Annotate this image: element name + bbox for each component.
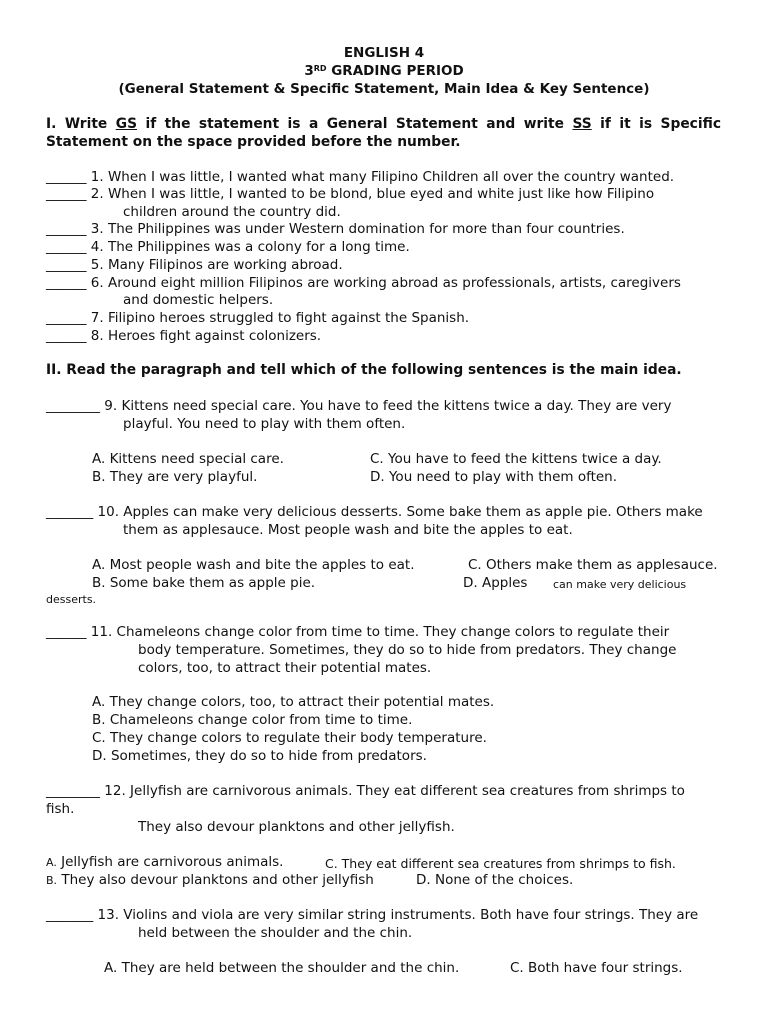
question-12-cont: They also devour planktons and other jellyfish. — [138, 819, 455, 835]
list-item: ______ 7. Filipino heroes struggled to fight against the Spanish. — [46, 310, 470, 326]
part1-instruction-line2: Statement on the space provided before the number. — [46, 134, 461, 150]
part1-instruction: I. Write GS if the statement is a General Statement and write SS if it is Specific — [46, 116, 721, 132]
q9-choice-c: C. You have to feed the kittens twice a day. — [370, 451, 662, 467]
list-item: ______ 3. The Philippines was under Western domination for more than four countries. — [46, 221, 625, 237]
question-9-cont: playful. You need to play with them often. — [123, 416, 406, 432]
q10-choice-d: D. Apples — [463, 575, 528, 591]
grading-period: 3RD GRADING PERIOD — [304, 63, 464, 79]
q12-choice-b: B. They also devour planktons and other jellyfish — [46, 872, 374, 888]
q10-choice-d-rest: can make very delicious — [553, 578, 687, 591]
q12-choice-a: A. Jellyfish are carnivorous animals. — [46, 854, 284, 870]
q13-choice-a: A. They are held between the shoulder and the chin. — [104, 960, 460, 976]
subject-title: ENGLISH 4 — [343, 45, 425, 61]
list-item: ______ 1. When I was little, I wanted what many Filipino Children all over the country wanted. — [46, 169, 675, 185]
question-11: ______ 11. Chameleons change color from time to time. They change colors to regulate their — [46, 624, 670, 640]
list-item-cont: and domestic helpers. — [123, 292, 274, 308]
q10-choice-c: C. Others make them as applesauce. — [468, 557, 718, 573]
q10-choice-b: B. Some bake them as apple pie. — [92, 575, 316, 591]
list-item: ______ 5. Many Filipinos are working abroad. — [46, 257, 343, 273]
q11-choice-b: B. Chameleons change color from time to time. — [92, 712, 413, 728]
q12-choice-d: D. None of the choices. — [416, 872, 574, 888]
q13-choice-c: C. Both have four strings. — [510, 960, 683, 976]
q12-choice-c: C. They eat different sea creatures from shrimps to fish. — [325, 856, 676, 871]
q9-choice-b: B. They are very playful. — [92, 469, 258, 485]
question-12: ________ 12. Jellyfish are carnivorous animals. They eat different sea creatures from shrimps to — [46, 783, 685, 799]
question-11-cont: body temperature. Sometimes, they do so to hide from predators. They change — [138, 642, 677, 658]
question-11-cont: colors, too, to attract their potential mates. — [138, 660, 432, 676]
list-item: ______ 4. The Philippines was a colony for a long time. — [46, 239, 410, 255]
list-item-cont: children around the country did. — [123, 204, 341, 220]
q9-choice-a: A. Kittens need special care. — [92, 451, 284, 467]
q11-choice-c: C. They change colors to regulate their body temperature. — [92, 730, 487, 746]
q10-choice-d-wrap: desserts. — [46, 593, 97, 606]
part2-instruction: II. Read the paragraph and tell which of the following sentences is the main idea. — [46, 362, 682, 378]
list-item: ______ 8. Heroes fight against colonizers. — [46, 328, 322, 344]
question-13-cont: held between the shoulder and the chin. — [138, 925, 413, 941]
question-13: _______ 13. Violins and viola are very similar string instruments. Both have four strings. They are — [46, 907, 699, 923]
q11-choice-a: A. They change colors, too, to attract their potential mates. — [92, 694, 495, 710]
list-item: ______ 2. When I was little, I wanted to be blond, blue eyed and white just like how Filipino — [46, 186, 655, 202]
q9-choice-d: D. You need to play with them often. — [370, 469, 618, 485]
q10-choice-a: A. Most people wash and bite the apples to eat. — [92, 557, 415, 573]
q11-choice-d: D. Sometimes, they do so to hide from predators. — [92, 748, 427, 764]
topics-subtitle: (General Statement & Specific Statement, Main Idea & Key Sentence) — [118, 81, 650, 97]
list-item: ______ 6. Around eight million Filipinos are working abroad as professionals, artists, caregivers — [46, 275, 681, 291]
question-10-cont: them as applesauce. Most people wash and bite the apples to eat. — [123, 522, 573, 538]
question-9: ________ 9. Kittens need special care. You have to feed the kittens twice a day. They are very — [46, 398, 672, 414]
question-10: _______ 10. Apples can make very delicious desserts. Some bake them as apple pie. Others make — [46, 504, 703, 520]
question-12-wrap: fish. — [46, 801, 75, 817]
